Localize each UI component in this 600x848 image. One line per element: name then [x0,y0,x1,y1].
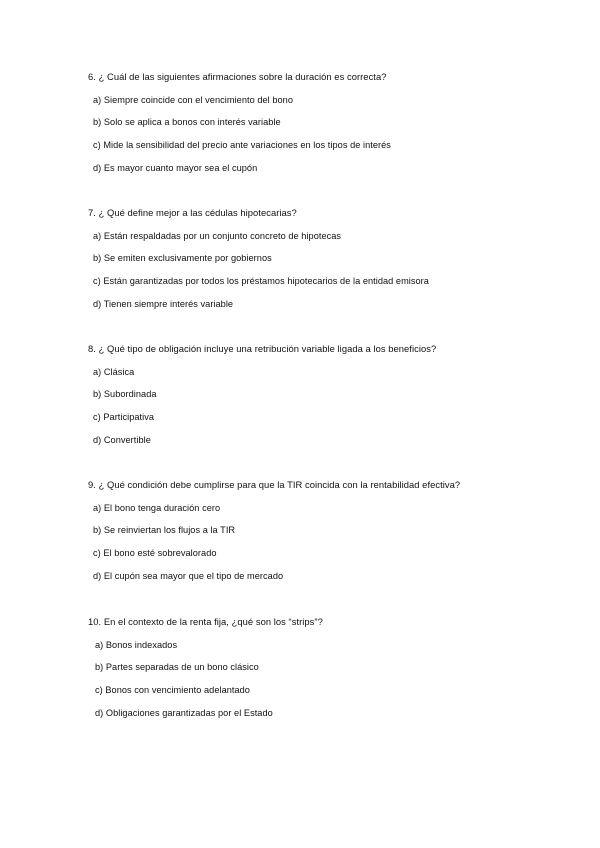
option-a: a) Bonos indexados [95,639,178,650]
options-list [88,94,568,174]
option-c: c) Mide la sensibilidad del precio ante variaciones en los tipos de interés [93,140,391,151]
question-10 [88,616,568,719]
option-a: a) Siempre coincide con el vencimiento del bono [93,94,293,105]
question-8 [88,343,568,446]
question-text: 8. ¿ Qué tipo de obligación incluye una retribución variable ligada a los beneficios? [88,343,437,354]
option-b: b) Solo se aplica a bonos con interés variable [93,117,281,128]
option-d: d) El cupón sea mayor que el tipo de mercado [93,570,284,581]
option-a: a) Están respaldadas por un conjunto concreto de hipotecas [93,230,342,241]
option-a: a) El bono tenga duración cero [93,502,221,513]
question-text: 9. ¿ Qué condición debe cumplirse para que la TIR coincida con la rentabilidad efectiva? [88,479,461,490]
question-7 [88,207,568,310]
option-d: d) Convertible [93,434,151,445]
option-b: b) Se reinviertan los flujos a la TIR [93,525,236,536]
option-c: c) El bono esté sobrevalorado [93,548,217,559]
options-list [88,502,568,582]
option-c: c) Participativa [93,412,155,423]
question-6 [88,71,568,174]
question-9 [88,479,568,582]
option-a: a) Clásica [93,366,135,377]
option-d: d) Tienen siempre interés variable [93,298,234,309]
option-c: c) Bonos con vencimiento adelantado [95,685,250,696]
option-b: b) Partes separadas de un bono clásico [95,662,259,673]
option-d: d) Es mayor cuanto mayor sea el cupón [93,162,258,173]
options-list [88,230,568,310]
question-text: 10. En el contexto de la renta fija, ¿qué son los “strips”? [88,616,323,627]
options-list [88,366,568,446]
question-text: 7. ¿ Qué define mejor a las cédulas hipotecarias? [88,207,297,218]
options-list [88,639,568,719]
option-d: d) Obligaciones garantizadas por el Estado [95,707,273,718]
option-b: b) Se emiten exclusivamente por gobiernos [93,253,272,264]
option-b: b) Subordinada [93,389,157,400]
option-c: c) Están garantizadas por todos los préstamos hipotecarios de la entidad emisora [93,276,429,287]
question-text: 6. ¿ Cuál de las siguientes afirmaciones sobre la duración es correcta? [88,71,387,82]
